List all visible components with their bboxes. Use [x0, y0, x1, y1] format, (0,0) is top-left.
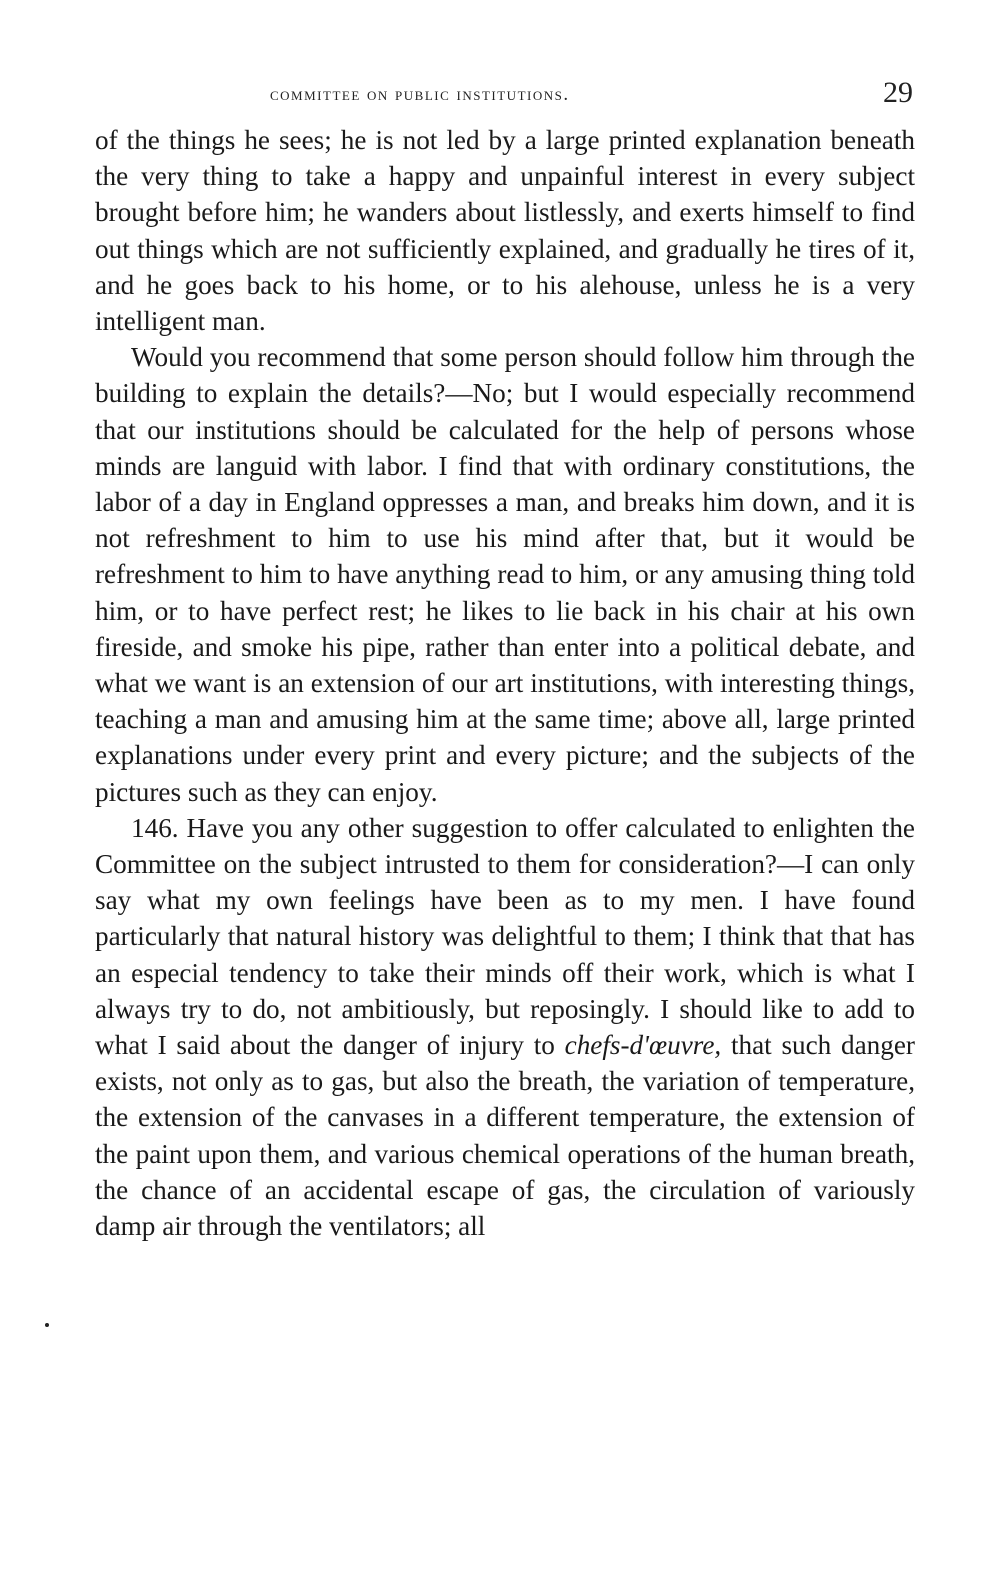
page-number: 29 [883, 76, 913, 109]
margin-mark [45, 1323, 49, 1327]
italic-phrase: chefs-d'œuvre, [564, 1030, 722, 1061]
paragraph-3-text-b: that such danger exists, not only as to gas, but also the breath, the variation of temperature, the extension of the canvases in a different temperature, the extension of the paint upon them, and various chemical operations of the human breath, the chance of an accidental escape of gas, the circulation of variously damp air through the ventilators; all [95, 1030, 915, 1242]
paragraph-1: of the things he sees; he is not led by a large printed explanation beneath the very thing to take a happy and unpainful interest in every subject brought before him; he wanders about listlessly, and exerts himself to find out things which are not sufficiently explained, and gradually he tires of it, and he goes back to his home, or to his alehouse, unless he is a very intelligent man. [95, 125, 915, 337]
running-head [95, 72, 915, 112]
paragraph-2: Would you recommend that some person should follow him through the building to explain the details?—No; but I would especially recommend that our institutions should be calculated for the help of persons whose minds are languid with labor. I find that with ordinary constitutions, the labor of a day in England oppresses a man, and breaks him down, and it is not refreshment to him to use his mind after that, but it would be refreshment to him to have anything read to him, or any amusing thing told him, or to have perfect rest; he likes to lie back in his chair at his own fireside, and smoke his pipe, rather than enter into a political debate, and what we want is an extension of our art institutions, with interesting things, teaching a man and amusing him at the same time; above all, large printed explanations under every print and every picture; and the subjects of the pictures such as they can enjoy. [95, 342, 915, 807]
paragraph-3-text-a: 146. Have you any other suggestion to offer calculated to enlighten the Committee on the subject intrusted to them for consideration?—I can only say what my own feelings have been as to my men. I have found particularly that natural history was delightful to them; I think that that has an especial tendency to take their minds off their work, which is what I always try to do, not ambitiously, but reposingly. I should like to add to what I said about the danger of injury to [95, 812, 915, 1061]
document-page [95, 72, 915, 1244]
paragraph-3 [95, 810, 915, 1244]
header-title: committee on public institutions. [270, 84, 570, 105]
